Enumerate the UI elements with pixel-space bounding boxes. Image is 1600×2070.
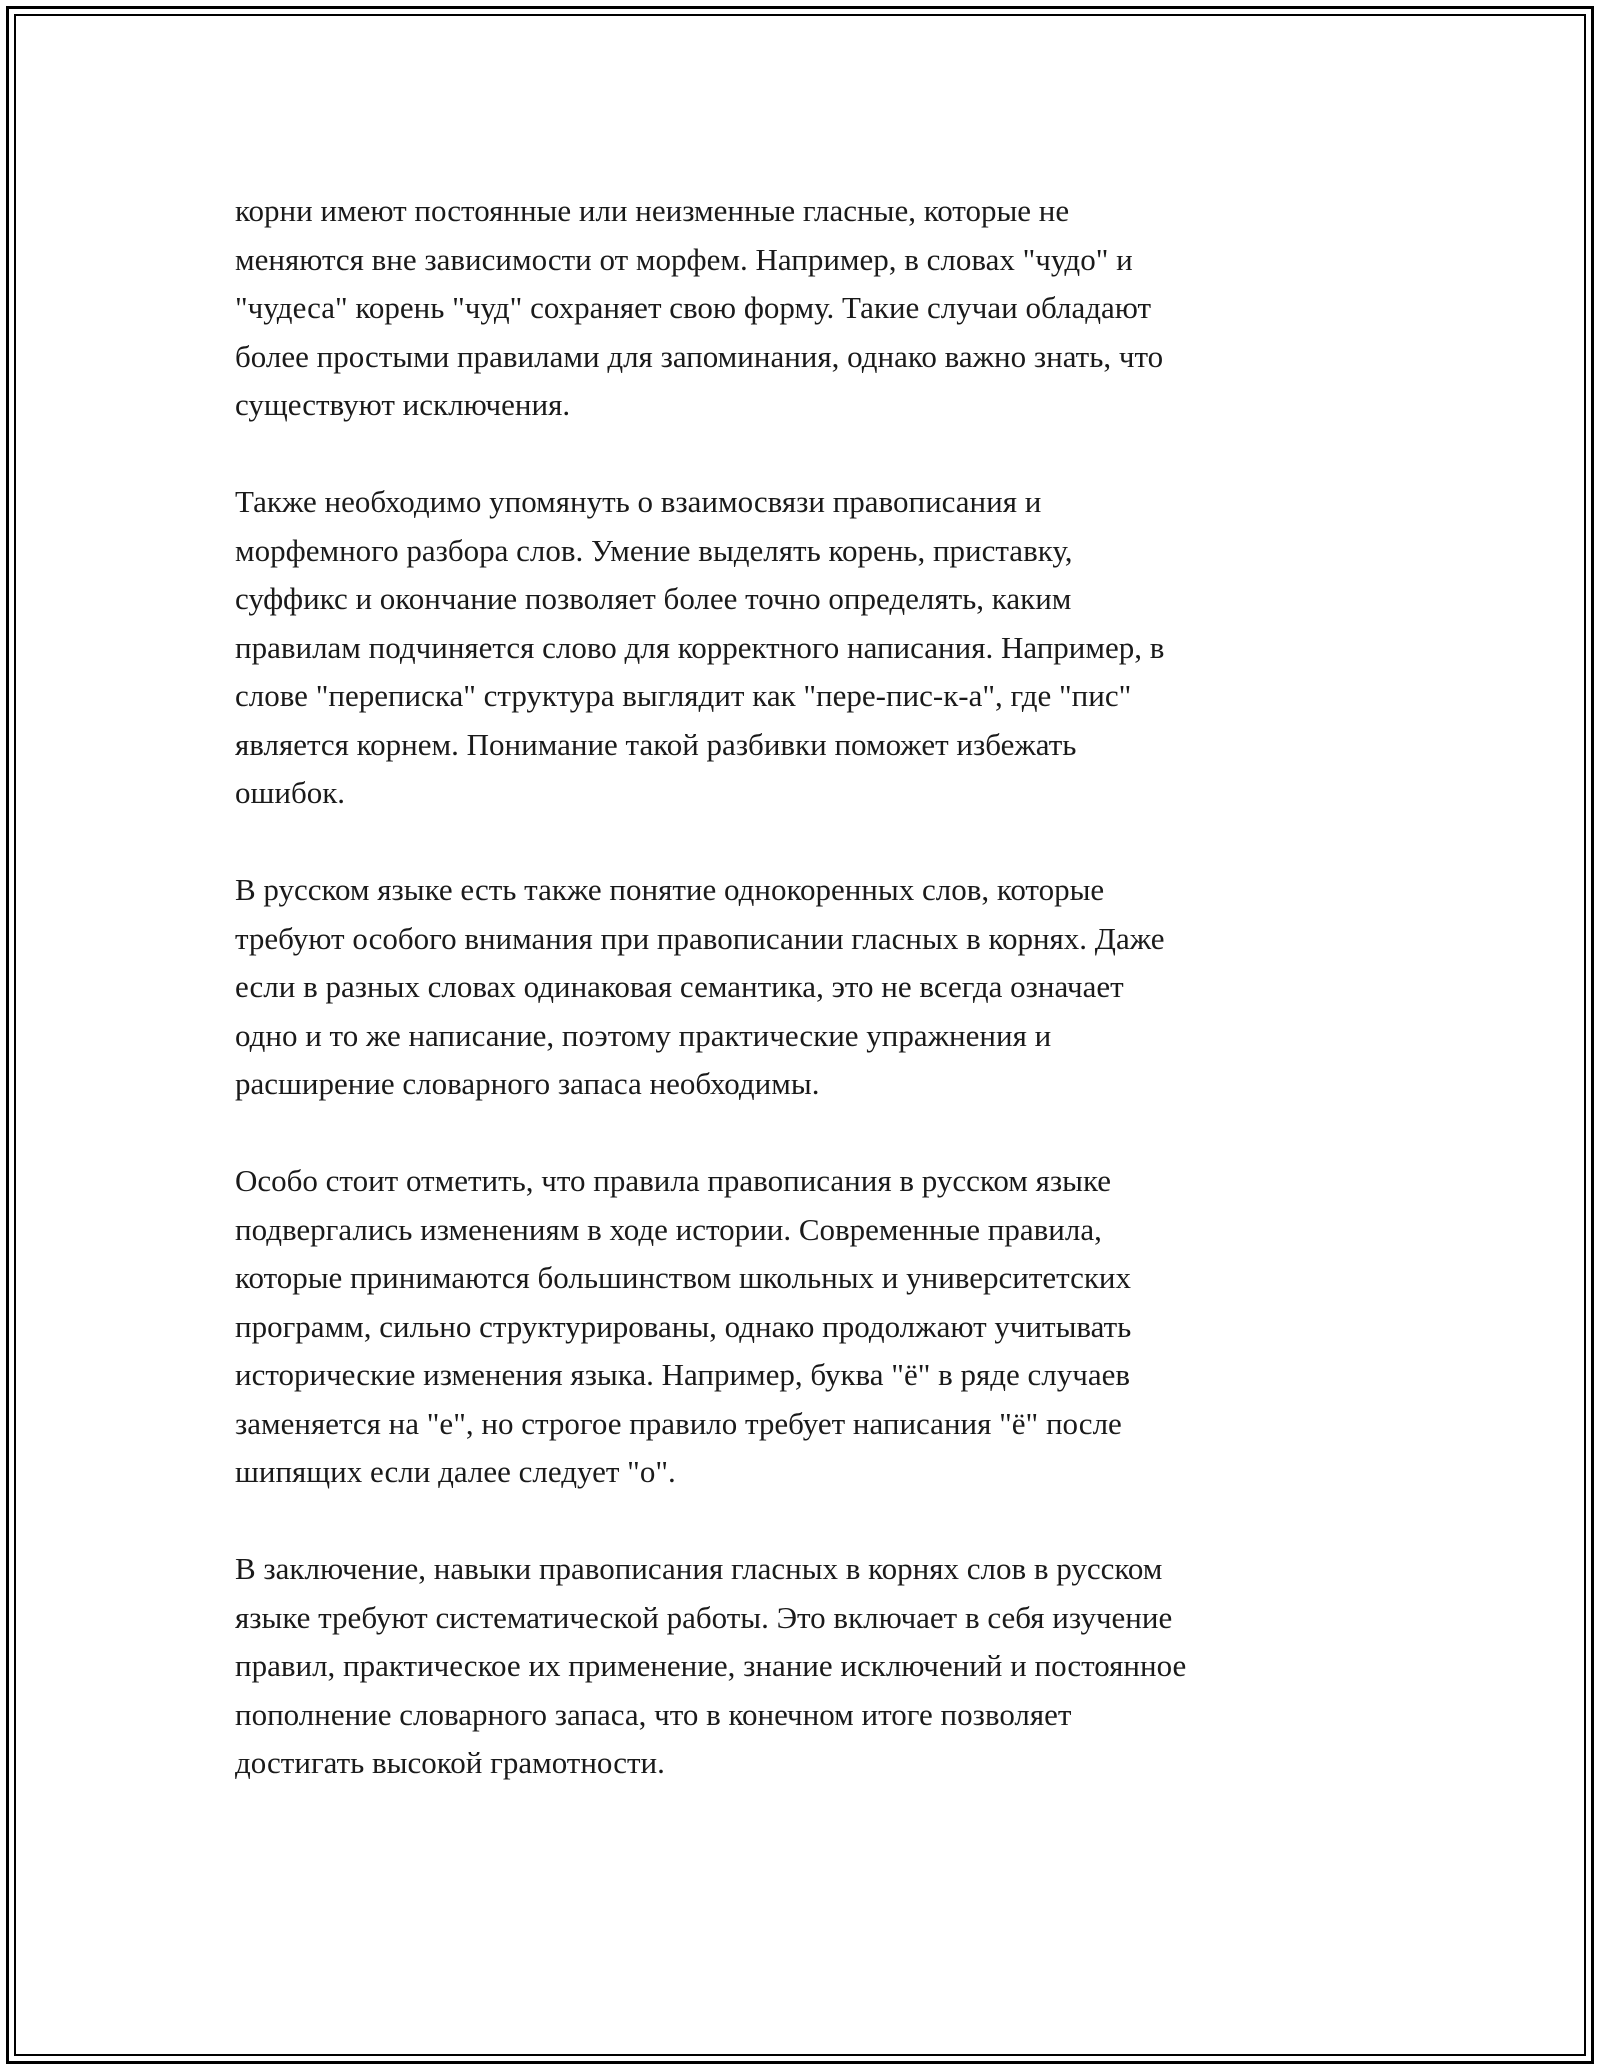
paragraph-morpheme-analysis: Также необходимо упомянуть о взаимосвязи правописания и морфемного разбора слов. Умение выделять корень, приставку, суффикс и окончание позволяет более точно определять, каким правилам подчиняется слово для корректного написания. Например, в слове "переписка" структура выглядит как "пере-пис-к-а", где "пис" является корнем. Понимание такой разбивки поможет избежать ошибок. (235, 484, 1165, 810)
paragraph-cognate-words: В русском языке есть также понятие однокоренных слов, которые требуют особого внимания при правописании гласных в корнях. Даже если в разных словах одинаковая семантика, это не всегда означает одно и то же написание, поэтому практические упражнения и расширение словарного запаса необходимы. (235, 872, 1165, 1101)
paragraph-spelling-history: Особо стоит отметить, что правила правописания в русском языке подвергались изменениям в ходе истории. Современные правила, которые принимаются большинством школьных и университетских программ, сильно структурированы, однако продолжают учитывать исторические изменения языка. Например, буква "ё" в ряде случаев заменяется на "е", но строгое правило требует написания "ё" после шипящих если далее следует "о". (235, 1163, 1132, 1489)
paragraph-root-vowels: корни имеют постоянные или неизменные гласные, которые не меняются вне зависимости от морфем. Например, в словах "чудо" и "чудеса" корень "чуд" сохраняет свою форму. Такие случаи обладают более простыми правилами для запоминания, однако важно знать, что существуют исключения. (235, 193, 1164, 422)
document-body (235, 187, 1385, 1836)
paragraph-conclusion: В заключение, навыки правописания гласных в корнях слов в русском языке требуют систематической работы. Это включает в себя изучение правил, практическое их применение, знание исключений и постоянное пополнение словарного запаса, что в конечном итоге позволяет достигать высокой грамотности. (235, 1551, 1187, 1780)
